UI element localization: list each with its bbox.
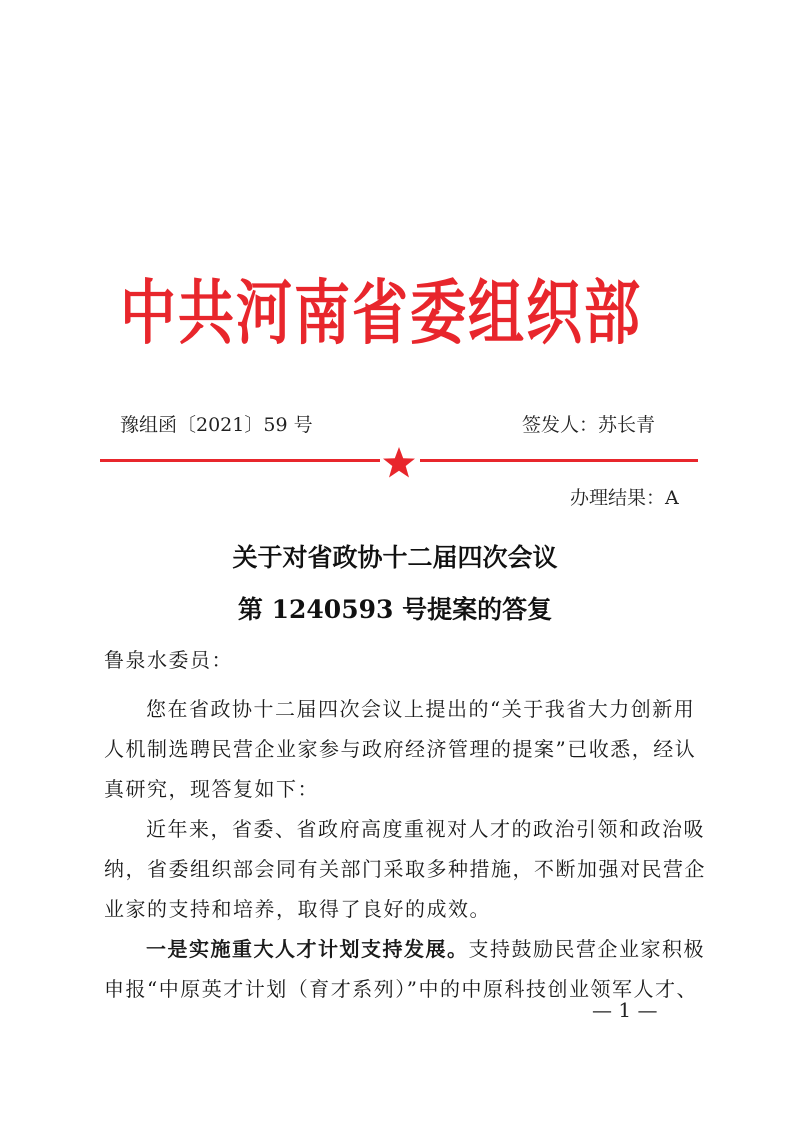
red-divider-right	[420, 459, 698, 462]
paragraph-1-line-2: 人机制选聘民营企业家参与政府经济管理的提案”已收悉，经认	[104, 737, 697, 761]
paragraph-1-line-3: 真研究，现答复如下：	[104, 777, 319, 801]
document-number: 豫组函〔2021〕59 号	[120, 414, 313, 436]
handling-result: 办理结果：A	[570, 487, 679, 509]
paragraph-3-text: 支持鼓励民营企业家积极	[468, 937, 705, 961]
paragraph-3-heading: 一是实施重大人才计划支持发展。	[146, 937, 469, 961]
paragraph-3-line-1	[146, 933, 705, 962]
paragraph-1-line-1: 您在省政协十二届四次会议上提出的“关于我省大力创新用	[146, 697, 696, 721]
signer: 签发人：苏长青	[522, 414, 656, 436]
paragraph-2-line-3: 业家的支持和培养，取得了良好的成效。	[104, 897, 491, 921]
red-star-icon	[381, 445, 417, 481]
document-title-line-2: 第 1240593 号提案的答复	[237, 595, 553, 624]
paragraph-3-line-2: 申报“中原英才计划（育才系列）”中的中原科技创业领军人才、	[104, 977, 698, 1001]
salutation: 鲁泉水委员：	[104, 648, 233, 672]
paragraph-2-line-2: 纳，省委组织部会同有关部门采取多种措施，不断加强对民营企	[104, 857, 706, 881]
star-shape	[383, 447, 415, 478]
issuing-organization-title: 中共河南省委组织部	[120, 273, 642, 355]
red-divider-left	[100, 459, 380, 462]
page-number: — 1 —	[592, 998, 658, 1022]
paragraph-2-line-1: 近年来，省委、省政府高度重视对人才的政治引领和政治吸	[146, 817, 705, 841]
document-title-line-1: 关于对省政协十二届四次会议	[232, 543, 558, 572]
